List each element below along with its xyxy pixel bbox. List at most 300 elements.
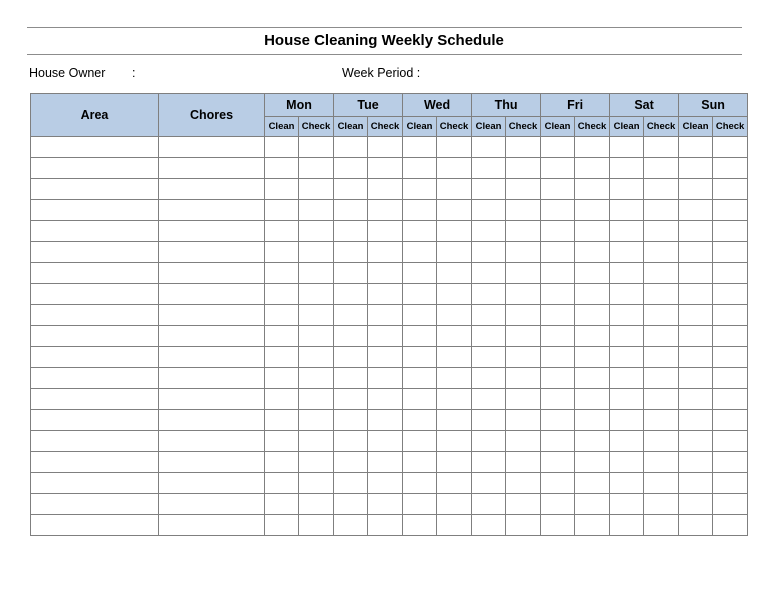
clean-cell[interactable] — [472, 431, 506, 452]
check-cell[interactable] — [437, 242, 472, 263]
clean-cell[interactable] — [472, 221, 506, 242]
check-cell[interactable] — [368, 494, 403, 515]
clean-cell[interactable] — [472, 305, 506, 326]
check-cell[interactable] — [713, 452, 748, 473]
check-cell[interactable] — [437, 347, 472, 368]
check-cell[interactable] — [299, 242, 334, 263]
check-cell[interactable] — [506, 158, 541, 179]
clean-cell[interactable] — [679, 305, 713, 326]
check-cell[interactable] — [506, 305, 541, 326]
chores-cell[interactable] — [159, 242, 265, 263]
clean-cell[interactable] — [472, 410, 506, 431]
chores-cell[interactable] — [159, 515, 265, 536]
clean-cell[interactable] — [610, 242, 644, 263]
check-cell[interactable] — [506, 473, 541, 494]
chores-cell[interactable] — [159, 263, 265, 284]
check-cell[interactable] — [437, 200, 472, 221]
chores-cell[interactable] — [159, 137, 265, 158]
check-cell[interactable] — [644, 515, 679, 536]
clean-cell[interactable] — [679, 158, 713, 179]
clean-cell[interactable] — [265, 515, 299, 536]
check-cell[interactable] — [506, 326, 541, 347]
check-cell[interactable] — [644, 221, 679, 242]
check-cell[interactable] — [575, 431, 610, 452]
check-cell[interactable] — [713, 242, 748, 263]
clean-cell[interactable] — [265, 158, 299, 179]
check-cell[interactable] — [575, 494, 610, 515]
check-cell[interactable] — [299, 221, 334, 242]
clean-cell[interactable] — [679, 368, 713, 389]
clean-cell[interactable] — [472, 347, 506, 368]
check-cell[interactable] — [506, 221, 541, 242]
clean-cell[interactable] — [541, 305, 575, 326]
clean-cell[interactable] — [541, 410, 575, 431]
check-cell[interactable] — [713, 179, 748, 200]
clean-cell[interactable] — [472, 389, 506, 410]
clean-cell[interactable] — [265, 410, 299, 431]
clean-cell[interactable] — [265, 137, 299, 158]
check-cell[interactable] — [713, 200, 748, 221]
check-cell[interactable] — [437, 431, 472, 452]
check-cell[interactable] — [506, 137, 541, 158]
area-cell[interactable] — [31, 515, 159, 536]
clean-cell[interactable] — [679, 326, 713, 347]
clean-cell[interactable] — [610, 284, 644, 305]
check-cell[interactable] — [575, 179, 610, 200]
clean-cell[interactable] — [541, 137, 575, 158]
check-cell[interactable] — [299, 305, 334, 326]
check-cell[interactable] — [506, 389, 541, 410]
check-cell[interactable] — [368, 431, 403, 452]
clean-cell[interactable] — [610, 179, 644, 200]
check-cell[interactable] — [644, 431, 679, 452]
clean-cell[interactable] — [334, 137, 368, 158]
check-cell[interactable] — [299, 137, 334, 158]
check-cell[interactable] — [575, 368, 610, 389]
check-cell[interactable] — [575, 305, 610, 326]
check-cell[interactable] — [575, 389, 610, 410]
check-cell[interactable] — [575, 263, 610, 284]
clean-cell[interactable] — [541, 431, 575, 452]
clean-cell[interactable] — [403, 431, 437, 452]
clean-cell[interactable] — [541, 263, 575, 284]
check-cell[interactable] — [368, 305, 403, 326]
clean-cell[interactable] — [610, 410, 644, 431]
check-cell[interactable] — [299, 431, 334, 452]
clean-cell[interactable] — [472, 179, 506, 200]
check-cell[interactable] — [644, 452, 679, 473]
check-cell[interactable] — [644, 347, 679, 368]
clean-cell[interactable] — [334, 305, 368, 326]
check-cell[interactable] — [368, 263, 403, 284]
check-cell[interactable] — [437, 137, 472, 158]
check-cell[interactable] — [368, 326, 403, 347]
clean-cell[interactable] — [403, 242, 437, 263]
check-cell[interactable] — [713, 326, 748, 347]
clean-cell[interactable] — [541, 200, 575, 221]
clean-cell[interactable] — [679, 452, 713, 473]
clean-cell[interactable] — [265, 221, 299, 242]
check-cell[interactable] — [713, 431, 748, 452]
clean-cell[interactable] — [472, 368, 506, 389]
clean-cell[interactable] — [403, 200, 437, 221]
chores-cell[interactable] — [159, 389, 265, 410]
area-cell[interactable] — [31, 452, 159, 473]
check-cell[interactable] — [437, 263, 472, 284]
chores-cell[interactable] — [159, 452, 265, 473]
clean-cell[interactable] — [472, 284, 506, 305]
clean-cell[interactable] — [541, 326, 575, 347]
area-cell[interactable] — [31, 389, 159, 410]
check-cell[interactable] — [437, 515, 472, 536]
clean-cell[interactable] — [610, 368, 644, 389]
check-cell[interactable] — [368, 158, 403, 179]
area-cell[interactable] — [31, 263, 159, 284]
clean-cell[interactable] — [265, 326, 299, 347]
clean-cell[interactable] — [334, 284, 368, 305]
check-cell[interactable] — [575, 473, 610, 494]
check-cell[interactable] — [368, 410, 403, 431]
clean-cell[interactable] — [679, 263, 713, 284]
check-cell[interactable] — [437, 284, 472, 305]
check-cell[interactable] — [299, 179, 334, 200]
clean-cell[interactable] — [610, 305, 644, 326]
clean-cell[interactable] — [334, 515, 368, 536]
check-cell[interactable] — [299, 263, 334, 284]
check-cell[interactable] — [506, 263, 541, 284]
clean-cell[interactable] — [472, 494, 506, 515]
area-cell[interactable] — [31, 179, 159, 200]
clean-cell[interactable] — [265, 284, 299, 305]
chores-cell[interactable] — [159, 368, 265, 389]
chores-cell[interactable] — [159, 305, 265, 326]
clean-cell[interactable] — [472, 242, 506, 263]
check-cell[interactable] — [644, 242, 679, 263]
clean-cell[interactable] — [334, 473, 368, 494]
chores-cell[interactable] — [159, 221, 265, 242]
check-cell[interactable] — [644, 326, 679, 347]
area-cell[interactable] — [31, 242, 159, 263]
clean-cell[interactable] — [541, 158, 575, 179]
clean-cell[interactable] — [265, 200, 299, 221]
check-cell[interactable] — [644, 137, 679, 158]
check-cell[interactable] — [368, 368, 403, 389]
check-cell[interactable] — [299, 452, 334, 473]
clean-cell[interactable] — [265, 368, 299, 389]
area-cell[interactable] — [31, 494, 159, 515]
clean-cell[interactable] — [334, 389, 368, 410]
check-cell[interactable] — [299, 158, 334, 179]
clean-cell[interactable] — [679, 221, 713, 242]
check-cell[interactable] — [644, 263, 679, 284]
clean-cell[interactable] — [541, 347, 575, 368]
clean-cell[interactable] — [541, 452, 575, 473]
clean-cell[interactable] — [472, 200, 506, 221]
area-cell[interactable] — [31, 221, 159, 242]
check-cell[interactable] — [575, 326, 610, 347]
check-cell[interactable] — [368, 347, 403, 368]
clean-cell[interactable] — [679, 242, 713, 263]
clean-cell[interactable] — [403, 137, 437, 158]
clean-cell[interactable] — [679, 515, 713, 536]
check-cell[interactable] — [299, 326, 334, 347]
chores-cell[interactable] — [159, 200, 265, 221]
clean-cell[interactable] — [334, 410, 368, 431]
check-cell[interactable] — [713, 368, 748, 389]
chores-cell[interactable] — [159, 410, 265, 431]
chores-cell[interactable] — [159, 473, 265, 494]
chores-cell[interactable] — [159, 284, 265, 305]
area-cell[interactable] — [31, 347, 159, 368]
check-cell[interactable] — [575, 221, 610, 242]
check-cell[interactable] — [575, 200, 610, 221]
check-cell[interactable] — [299, 473, 334, 494]
clean-cell[interactable] — [403, 494, 437, 515]
check-cell[interactable] — [368, 200, 403, 221]
check-cell[interactable] — [713, 158, 748, 179]
check-cell[interactable] — [644, 473, 679, 494]
clean-cell[interactable] — [334, 326, 368, 347]
check-cell[interactable] — [299, 200, 334, 221]
area-cell[interactable] — [31, 158, 159, 179]
check-cell[interactable] — [713, 389, 748, 410]
check-cell[interactable] — [437, 326, 472, 347]
check-cell[interactable] — [506, 431, 541, 452]
check-cell[interactable] — [299, 515, 334, 536]
check-cell[interactable] — [506, 410, 541, 431]
clean-cell[interactable] — [610, 200, 644, 221]
check-cell[interactable] — [713, 515, 748, 536]
clean-cell[interactable] — [403, 452, 437, 473]
clean-cell[interactable] — [334, 368, 368, 389]
clean-cell[interactable] — [610, 515, 644, 536]
check-cell[interactable] — [437, 410, 472, 431]
clean-cell[interactable] — [541, 494, 575, 515]
check-cell[interactable] — [644, 284, 679, 305]
check-cell[interactable] — [368, 284, 403, 305]
check-cell[interactable] — [368, 179, 403, 200]
clean-cell[interactable] — [403, 515, 437, 536]
check-cell[interactable] — [644, 179, 679, 200]
clean-cell[interactable] — [403, 410, 437, 431]
check-cell[interactable] — [299, 284, 334, 305]
clean-cell[interactable] — [403, 179, 437, 200]
check-cell[interactable] — [575, 284, 610, 305]
check-cell[interactable] — [713, 473, 748, 494]
clean-cell[interactable] — [265, 389, 299, 410]
clean-cell[interactable] — [679, 410, 713, 431]
check-cell[interactable] — [437, 473, 472, 494]
check-cell[interactable] — [713, 347, 748, 368]
clean-cell[interactable] — [610, 158, 644, 179]
clean-cell[interactable] — [472, 326, 506, 347]
clean-cell[interactable] — [334, 452, 368, 473]
check-cell[interactable] — [299, 389, 334, 410]
clean-cell[interactable] — [610, 473, 644, 494]
clean-cell[interactable] — [679, 284, 713, 305]
clean-cell[interactable] — [403, 305, 437, 326]
clean-cell[interactable] — [334, 200, 368, 221]
clean-cell[interactable] — [610, 389, 644, 410]
clean-cell[interactable] — [403, 347, 437, 368]
clean-cell[interactable] — [265, 305, 299, 326]
clean-cell[interactable] — [403, 473, 437, 494]
clean-cell[interactable] — [679, 473, 713, 494]
clean-cell[interactable] — [334, 242, 368, 263]
area-cell[interactable] — [31, 431, 159, 452]
check-cell[interactable] — [506, 452, 541, 473]
check-cell[interactable] — [644, 158, 679, 179]
check-cell[interactable] — [713, 305, 748, 326]
check-cell[interactable] — [437, 494, 472, 515]
clean-cell[interactable] — [472, 137, 506, 158]
clean-cell[interactable] — [610, 326, 644, 347]
check-cell[interactable] — [437, 368, 472, 389]
check-cell[interactable] — [368, 473, 403, 494]
check-cell[interactable] — [575, 515, 610, 536]
check-cell[interactable] — [575, 347, 610, 368]
clean-cell[interactable] — [541, 473, 575, 494]
clean-cell[interactable] — [265, 179, 299, 200]
clean-cell[interactable] — [334, 431, 368, 452]
clean-cell[interactable] — [610, 221, 644, 242]
check-cell[interactable] — [368, 137, 403, 158]
clean-cell[interactable] — [610, 137, 644, 158]
check-cell[interactable] — [644, 410, 679, 431]
area-cell[interactable] — [31, 200, 159, 221]
clean-cell[interactable] — [265, 473, 299, 494]
check-cell[interactable] — [368, 389, 403, 410]
check-cell[interactable] — [644, 200, 679, 221]
check-cell[interactable] — [575, 452, 610, 473]
check-cell[interactable] — [437, 305, 472, 326]
check-cell[interactable] — [437, 452, 472, 473]
clean-cell[interactable] — [472, 452, 506, 473]
check-cell[interactable] — [713, 137, 748, 158]
check-cell[interactable] — [506, 515, 541, 536]
clean-cell[interactable] — [679, 389, 713, 410]
check-cell[interactable] — [506, 200, 541, 221]
chores-cell[interactable] — [159, 326, 265, 347]
check-cell[interactable] — [368, 452, 403, 473]
clean-cell[interactable] — [403, 221, 437, 242]
clean-cell[interactable] — [610, 263, 644, 284]
chores-cell[interactable] — [159, 158, 265, 179]
chores-cell[interactable] — [159, 179, 265, 200]
clean-cell[interactable] — [403, 158, 437, 179]
clean-cell[interactable] — [334, 263, 368, 284]
check-cell[interactable] — [506, 368, 541, 389]
area-cell[interactable] — [31, 368, 159, 389]
check-cell[interactable] — [506, 179, 541, 200]
clean-cell[interactable] — [610, 452, 644, 473]
check-cell[interactable] — [644, 389, 679, 410]
clean-cell[interactable] — [334, 179, 368, 200]
check-cell[interactable] — [575, 158, 610, 179]
check-cell[interactable] — [299, 494, 334, 515]
check-cell[interactable] — [713, 263, 748, 284]
check-cell[interactable] — [644, 368, 679, 389]
clean-cell[interactable] — [679, 431, 713, 452]
clean-cell[interactable] — [334, 158, 368, 179]
clean-cell[interactable] — [679, 494, 713, 515]
chores-cell[interactable] — [159, 347, 265, 368]
check-cell[interactable] — [575, 410, 610, 431]
clean-cell[interactable] — [265, 452, 299, 473]
check-cell[interactable] — [506, 494, 541, 515]
check-cell[interactable] — [575, 137, 610, 158]
area-cell[interactable] — [31, 137, 159, 158]
chores-cell[interactable] — [159, 431, 265, 452]
check-cell[interactable] — [713, 221, 748, 242]
clean-cell[interactable] — [472, 158, 506, 179]
clean-cell[interactable] — [265, 431, 299, 452]
check-cell[interactable] — [368, 515, 403, 536]
clean-cell[interactable] — [472, 515, 506, 536]
check-cell[interactable] — [506, 284, 541, 305]
clean-cell[interactable] — [334, 494, 368, 515]
area-cell[interactable] — [31, 284, 159, 305]
check-cell[interactable] — [644, 494, 679, 515]
check-cell[interactable] — [644, 305, 679, 326]
clean-cell[interactable] — [472, 473, 506, 494]
clean-cell[interactable] — [610, 347, 644, 368]
chores-cell[interactable] — [159, 494, 265, 515]
clean-cell[interactable] — [403, 284, 437, 305]
clean-cell[interactable] — [541, 284, 575, 305]
clean-cell[interactable] — [679, 137, 713, 158]
clean-cell[interactable] — [541, 368, 575, 389]
check-cell[interactable] — [299, 410, 334, 431]
check-cell[interactable] — [299, 368, 334, 389]
clean-cell[interactable] — [541, 221, 575, 242]
check-cell[interactable] — [299, 347, 334, 368]
clean-cell[interactable] — [679, 200, 713, 221]
clean-cell[interactable] — [265, 263, 299, 284]
clean-cell[interactable] — [265, 494, 299, 515]
check-cell[interactable] — [506, 242, 541, 263]
check-cell[interactable] — [713, 284, 748, 305]
check-cell[interactable] — [575, 242, 610, 263]
area-cell[interactable] — [31, 305, 159, 326]
clean-cell[interactable] — [541, 179, 575, 200]
area-cell[interactable] — [31, 326, 159, 347]
check-cell[interactable] — [713, 410, 748, 431]
clean-cell[interactable] — [541, 515, 575, 536]
clean-cell[interactable] — [472, 263, 506, 284]
check-cell[interactable] — [437, 221, 472, 242]
check-cell[interactable] — [368, 221, 403, 242]
clean-cell[interactable] — [403, 326, 437, 347]
check-cell[interactable] — [713, 494, 748, 515]
clean-cell[interactable] — [334, 347, 368, 368]
clean-cell[interactable] — [403, 389, 437, 410]
check-cell[interactable] — [437, 389, 472, 410]
clean-cell[interactable] — [610, 431, 644, 452]
clean-cell[interactable] — [541, 242, 575, 263]
clean-cell[interactable] — [679, 179, 713, 200]
clean-cell[interactable] — [541, 389, 575, 410]
clean-cell[interactable] — [610, 494, 644, 515]
clean-cell[interactable] — [334, 221, 368, 242]
clean-cell[interactable] — [403, 368, 437, 389]
area-cell[interactable] — [31, 410, 159, 431]
check-cell[interactable] — [368, 242, 403, 263]
check-cell[interactable] — [437, 179, 472, 200]
area-cell[interactable] — [31, 473, 159, 494]
clean-cell[interactable] — [403, 263, 437, 284]
check-cell[interactable] — [437, 158, 472, 179]
